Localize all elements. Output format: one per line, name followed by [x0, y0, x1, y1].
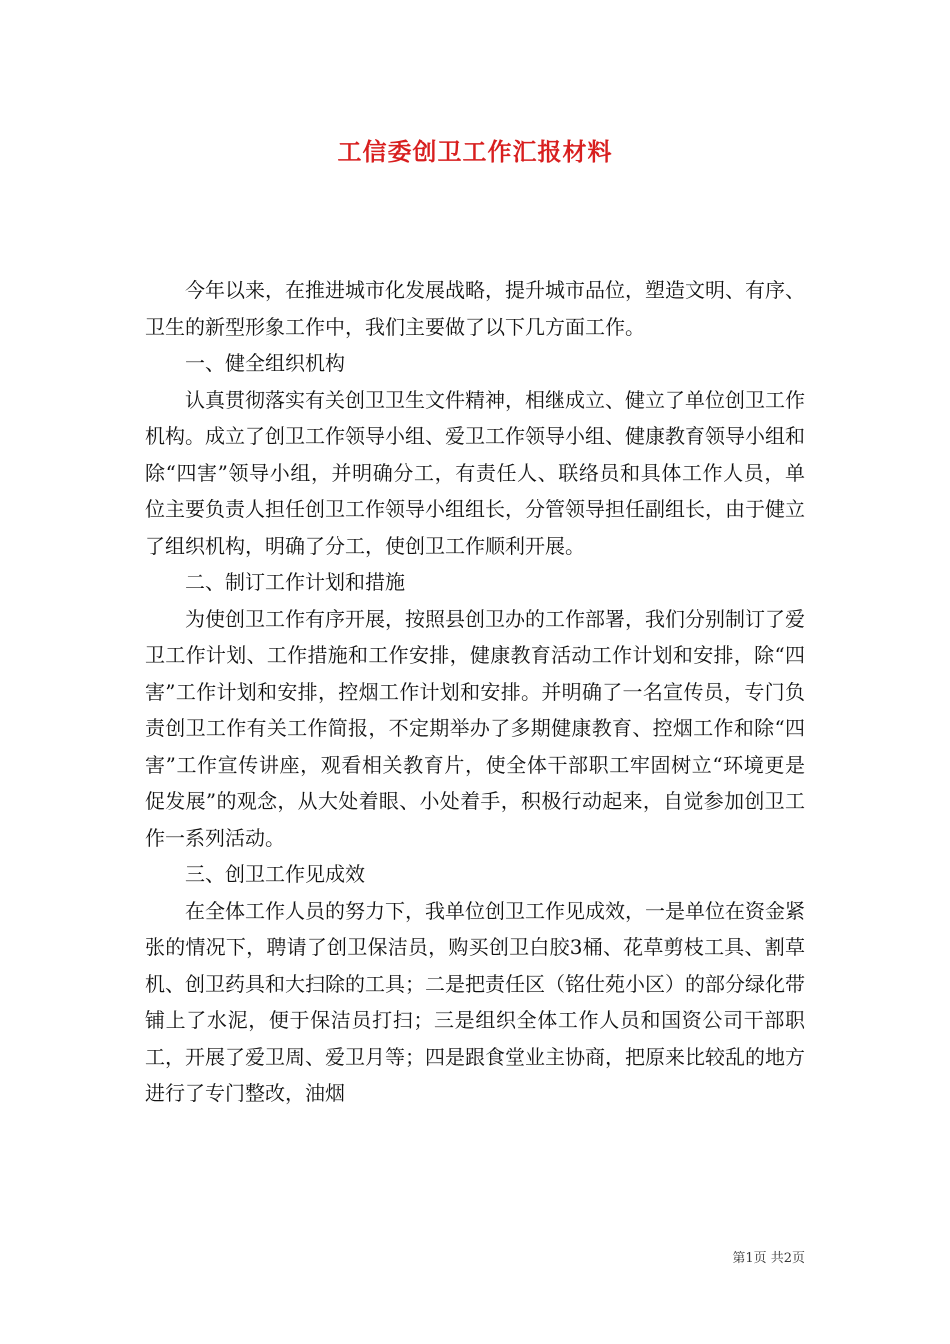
section-3-paragraph: 在全体工作人员的努力下，我单位创卫工作见成效，一是单位在资金紧张的情况下，聘请了创卫保洁员，购买创卫白胶3桶、花草剪枝工具、割草机、创卫药具和大扫除的工具；二是把责任区（铭仕苑小区）的部分绿化带铺上了水泥，便于保洁员打扫；三是组织全体工作人员和国资公司干部职工，开展了爱卫周、爱卫月等；四是跟食堂业主协商，把原来比较乱的地方进行了专门整改，油烟 — [145, 898, 805, 1105]
section-1-paragraph: 认真贯彻落实有关创卫卫生文件精神，相继成立、健立了单位创卫工作机构。成立了创卫工作领导小组、爱卫工作领导小组、健康教育领导小组和除“四害”领导小组，并明确分工，有责任人、联络员和具体工作人员，单位主要负责人担任创卫工作领导小组组长，分管领导担任副组长，由于健立了组织机构，明确了分工，使创卫工作顺利开展。 — [145, 387, 805, 558]
page-number: 第1页 共2页 — [732, 1251, 805, 1266]
section-heading-3: 三、创卫工作见成效 — [185, 862, 365, 886]
document-body — [145, 272, 805, 1112]
document-title: 工信委创卫工作汇报材料 — [337, 137, 613, 166]
section-2-paragraph: 为使创卫工作有序开展，按照县创卫办的工作部署，我们分别制订了爱卫工作计划、工作措施和工作安排，健康教育活动工作计划和安排，除“四害”工作计划和安排，控烟工作计划和安排。并明确了一名宣传员，专门负责创卫工作有关工作简报，不定期举办了多期健康教育、控烟工作和除“四害”工作宣传讲座，观看相关教育片，使全体干部职工牢固树立“环境更是促发展”的观念，从大处着眼、小处着手，积极行动起来，自觉参加创卫工作一系列活动。 — [145, 606, 805, 850]
intro-paragraph: 今年以来，在推进城市化发展战略，提升城市品位，塑造文明、有序、卫生的新型形象工作中，我们主要做了以下几方面工作。 — [145, 278, 805, 339]
section-heading-1: 一、健全组织机构 — [185, 351, 345, 375]
section-heading-2: 二、制订工作计划和措施 — [185, 570, 405, 594]
